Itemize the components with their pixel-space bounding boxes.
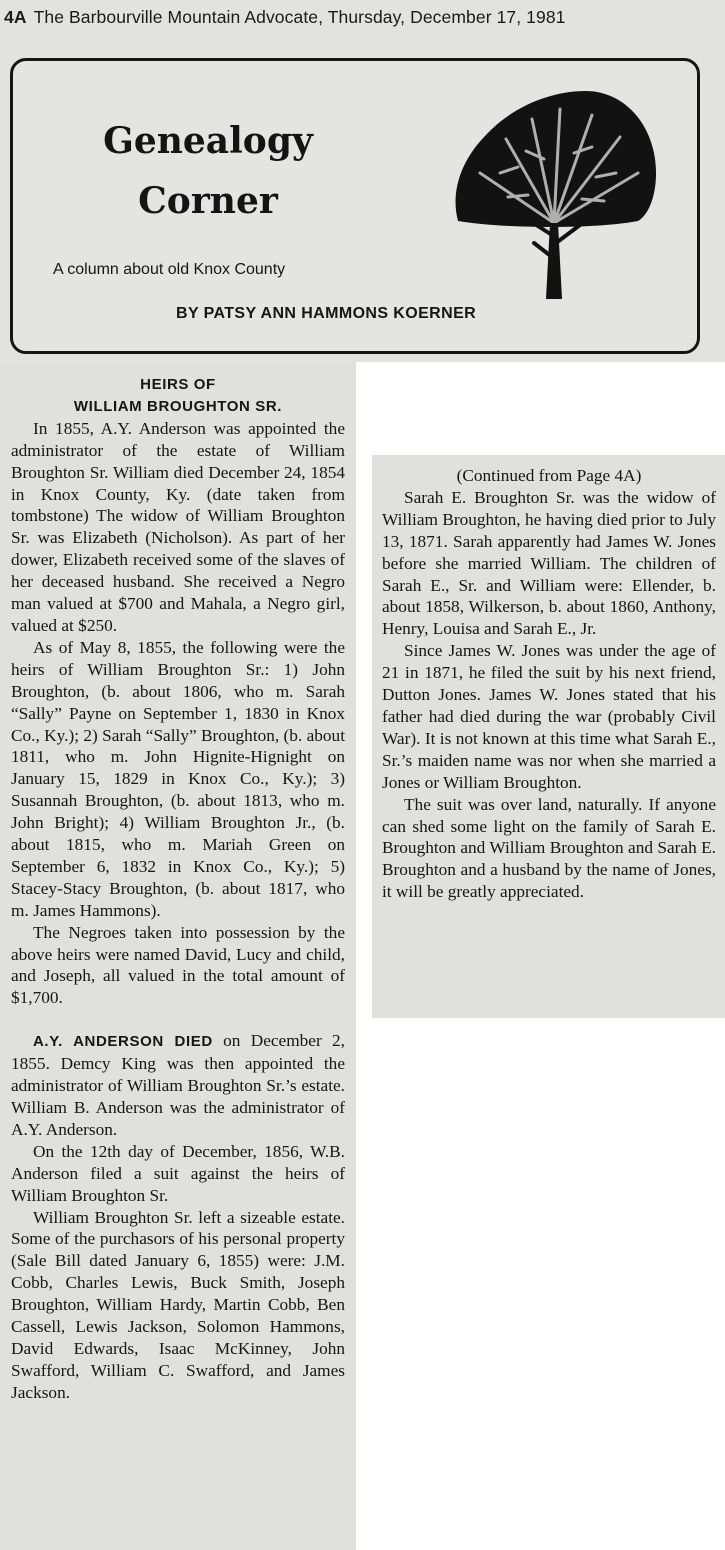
article-column-right — [372, 455, 725, 1018]
paragraph: The Negroes taken into possession by the above heirs were named David, Lucy and child, and Joseph, all valued in the total amount of $1,700. — [11, 922, 345, 1008]
paragraph-lead-in: A.Y. ANDERSON DIED — [33, 1033, 213, 1051]
column-title — [73, 111, 343, 231]
column-header — [10, 58, 700, 354]
article-heading-line-1: HEIRS OF — [140, 376, 216, 393]
byline: BY PATSY ANN HAMMONS KOERNER — [176, 305, 477, 322]
tree-icon — [446, 73, 666, 303]
dateline-bar — [0, 0, 725, 40]
continued-note: (Continued from Page 4A) — [456, 466, 642, 485]
paragraph: On the 12th day of December, 1856, W.B. Anderson filed a suit against the heirs of William Broughton Sr. — [11, 1141, 345, 1205]
dateline — [4, 7, 566, 28]
paragraph: William Broughton Sr. left a sizeable estate. Some of the purchasors of his personal property (Sale Bill dated January 6, 1855) were: J.M. Cobb, Charles Lewis, Buck Smith, Joseph Broughton, William Hardy, Martin Cobb, Ben Cassell, Lewis Jackson, Solomon Hammons, David Edwards, Isaac McKinney, John Swafford, William C. Swafford, and James Jackson. — [11, 1207, 345, 1402]
paragraph: Sarah E. Broughton Sr. was the widow of William Broughton, he having died prior to July 13, 1871. Sarah apparently had James W. Jones before she married William. The children of Sarah E., Sr. and William were: Ellender, b. about 1858, Wilkerson, b. about 1860, Anthony, Henry, Louisa and Sarah E., Jr. — [382, 487, 716, 639]
paragraph — [11, 1030, 345, 1141]
paragraph: As of May 8, 1855, the following were the heirs of William Broughton Sr.: 1) John Broughton, (b. about 1806, who m. Sarah “Sally” Payne on September 1, 1830 in Knox Co., Ky.); 2) Sarah “Sally” Broughton, (b. about 1811, who m. John Hignite-Hignight on January 15, 1829 in Knox Co., Ky.); 3) Susannah Broughton, (b. about 1813, who m. John Bright); 4) William Broughton Jr., (b. about 1815, who m. Mariah Green on September 6, 1832 in Knox Co., Ky.); 5) Stacey-Stacy Broughton, (b. about 1817, who m. James Hammons). — [11, 637, 345, 920]
dateline-text: The Barbourville Mountain Advocate, Thursday, December 17, 1981 — [33, 7, 566, 27]
title-line-1: Genealogy — [103, 120, 313, 162]
paragraph-text: on December 2, 1855. Demcy King was then appointed the administrator of William Broughton Sr.’s estate. William B. Anderson was the administrator of A.Y. Anderson. — [11, 1031, 346, 1139]
title-line-2: Corner — [138, 180, 278, 222]
paragraph: Since James W. Jones was under the age of 21 in 1871, he filed the suit by his next friend, Dutton Jones. James W. Jones stated that his father had died during the war (probably Civil War). It is not known at this time what Sarah E., Sr.’s maiden name was nor when she married a Jones or William Broughton. — [382, 641, 716, 792]
article-column-left — [0, 362, 356, 1550]
paragraph: In 1855, A.Y. Anderson was appointed the administrator of the estate of William Broughton Sr. William died December 24, 1854 in Knox County, Ky. (date taken from tombstone) The widow of William Broughton Sr. was Elizabeth (Nicholson). As part of her dower, Elizabeth received some of the slaves of her deceased husband. She received a Negro man valued at $700 and Mahala, a Negro girl, valued at $250. — [11, 418, 345, 635]
column-subtitle: A column about old Knox County — [53, 261, 286, 278]
article-heading-line-2: WILLIAM BROUGHTON SR. — [73, 397, 283, 415]
page-number: 4A — [4, 7, 27, 27]
paragraph: The suit was over land, naturally. If anyone can shed some light on the family of Sarah E. Broughton and William Broughton and Sarah E. Broughton and a husband by the name of Jones, it will be greatly appreciated. — [382, 794, 716, 902]
